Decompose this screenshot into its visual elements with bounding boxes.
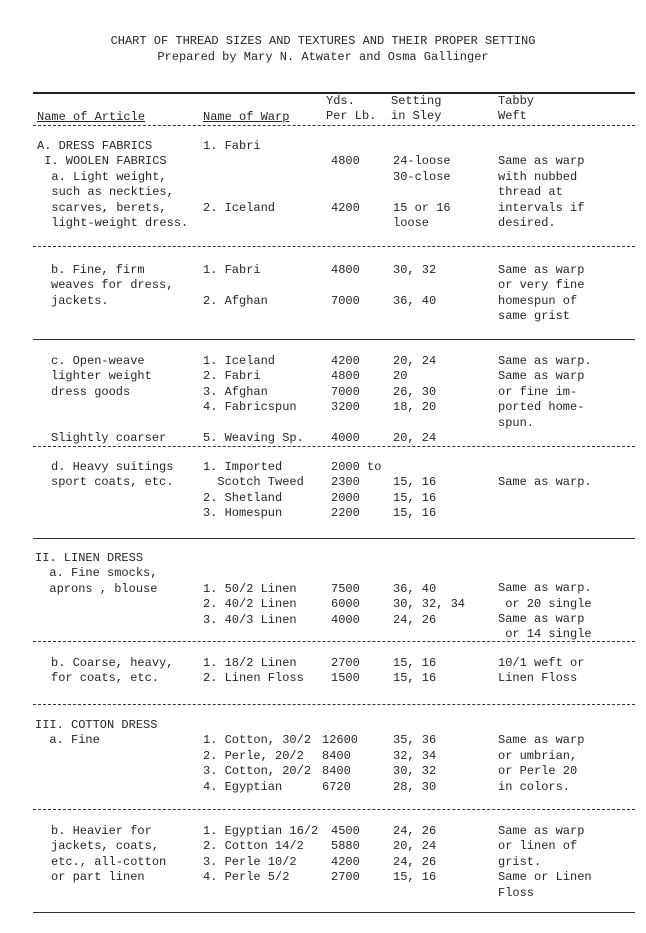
row-yds: 4500 5880 4200 2700 [331, 824, 360, 885]
row-yds: 2000 to 2300 2000 2200 [331, 460, 382, 521]
row-warp: 1. Iceland 2. Fabri 3. Afghan 4. Fabricspun [203, 354, 297, 415]
row-weft: Same as warp or linen of grist. Same or Linen Floss [498, 824, 592, 900]
row-setting: 20, 24 [393, 431, 437, 445]
row-weft: Same as warp or very fine homespun of same grist [498, 263, 585, 324]
section-rule [33, 446, 635, 447]
row-article: Slightly coarser [51, 431, 167, 445]
column-header-yds: Yds. Per Lb. [326, 94, 377, 123]
row-article: b. Coarse, heavy, for coats, etc. [51, 656, 174, 686]
row-weft: Same as warp or umbrian, or Perle 20 in colors. [498, 733, 585, 794]
row-article: c. Open-weave lighter weight dress goods [51, 354, 152, 399]
row-warp: 1. Fabri 2. Afghan [203, 263, 268, 308]
row-warp: 1. Imported Scotch Tweed 2. Shetland 3. Homespun [203, 460, 304, 521]
header-bottom-rule [33, 125, 635, 126]
column-header-setting: Setting in Sley [391, 94, 442, 123]
document-title: CHART OF THREAD SIZES AND TEXTURES AND THEIR PROPER SETTING [110, 34, 536, 48]
row-warp: 1. 50/2 Linen 2. 40/2 Linen 3. 40/3 Linen [203, 581, 297, 627]
row-setting: 15, 16 15, 16 [393, 656, 437, 686]
column-header-article: Name of Article [37, 110, 146, 124]
row-warp: 1. Cotton, 30/2 2. Perle, 20/2 3. Cotton, 20/2 4. Egyptian [203, 733, 312, 794]
row-warp: 5. Weaving Sp. [203, 431, 304, 445]
row-article: d. Heavy suitings sport coats, etc. [51, 460, 174, 490]
row-setting: 36, 40 30, 32, 34 24, 26 [393, 581, 466, 627]
row-setting: 15, 16 15, 16 15, 16 [393, 475, 437, 521]
document-bottom-rule [33, 912, 635, 913]
section-rule [33, 339, 635, 340]
row-setting: 35, 36 32, 34 30, 32 28, 30 [393, 733, 437, 794]
row-warp: 1. 18/2 Linen 2. Linen Floss [203, 656, 304, 686]
document-subtitle: Prepared by Mary N. Atwater and Osma Gallinger [157, 50, 489, 64]
row-article: b. Heavier for jackets, coats, etc., all-cotton or part linen [51, 824, 167, 885]
column-header-weft: Tabby Weft [498, 94, 535, 123]
row-article: III. COTTON DRESS a. Fine [35, 718, 158, 748]
row-weft: Same as warp with nubbed thread at intervals if desired. [498, 154, 585, 231]
row-setting: 24, 26 20, 24 24, 26 15, 16 [393, 824, 437, 885]
section-rule [33, 246, 635, 247]
row-yds: 7500 6000 4000 [331, 581, 360, 627]
row-yds: 4000 [331, 431, 360, 445]
row-weft: Same as warp. [498, 475, 592, 490]
row-yds: 2700 1500 [331, 656, 360, 686]
row-setting: 20, 24 20 26, 30 18, 20 [393, 354, 437, 415]
column-header-warp: Name of Warp [203, 110, 290, 124]
row-warp: 1. Egyptian 16/2 2. Cotton 14/2 3. Perle 10/2 4. Perle 5/2 [203, 824, 319, 885]
section-rule [33, 641, 635, 642]
row-weft: 10/1 weft or Linen Floss [498, 656, 585, 686]
row-warp: 1. Fabri 2. Iceland [203, 139, 276, 215]
row-yds: 4200 4800 7000 3200 [331, 354, 360, 415]
section-rule [33, 809, 635, 810]
row-setting: 24-loose 30-close 15 or 16 loose [393, 154, 451, 231]
row-article: b. Fine, firm weaves for dress, jackets. [51, 263, 174, 308]
row-yds: 4800 4200 [331, 154, 360, 215]
section-rule [33, 704, 635, 705]
row-weft: Same as warp. Same as warp or fine im- ported home- spun. [498, 354, 592, 430]
row-yds: 12600 8400 8400 6720 [322, 733, 359, 794]
row-weft: Same as warp. or 20 single Same as warp or 14 single [498, 581, 592, 642]
row-article: A. DRESS FABRICS I. WOOLEN FABRICS a. Light weight, such as neckties, scarves, berets, light-weight dress. [37, 139, 189, 231]
row-setting: 30, 32 36, 40 [393, 263, 437, 308]
row-yds: 4800 7000 [331, 263, 360, 308]
row-article: II. LINEN DRESS a. Fine smocks, aprons , blouse [35, 551, 158, 596]
